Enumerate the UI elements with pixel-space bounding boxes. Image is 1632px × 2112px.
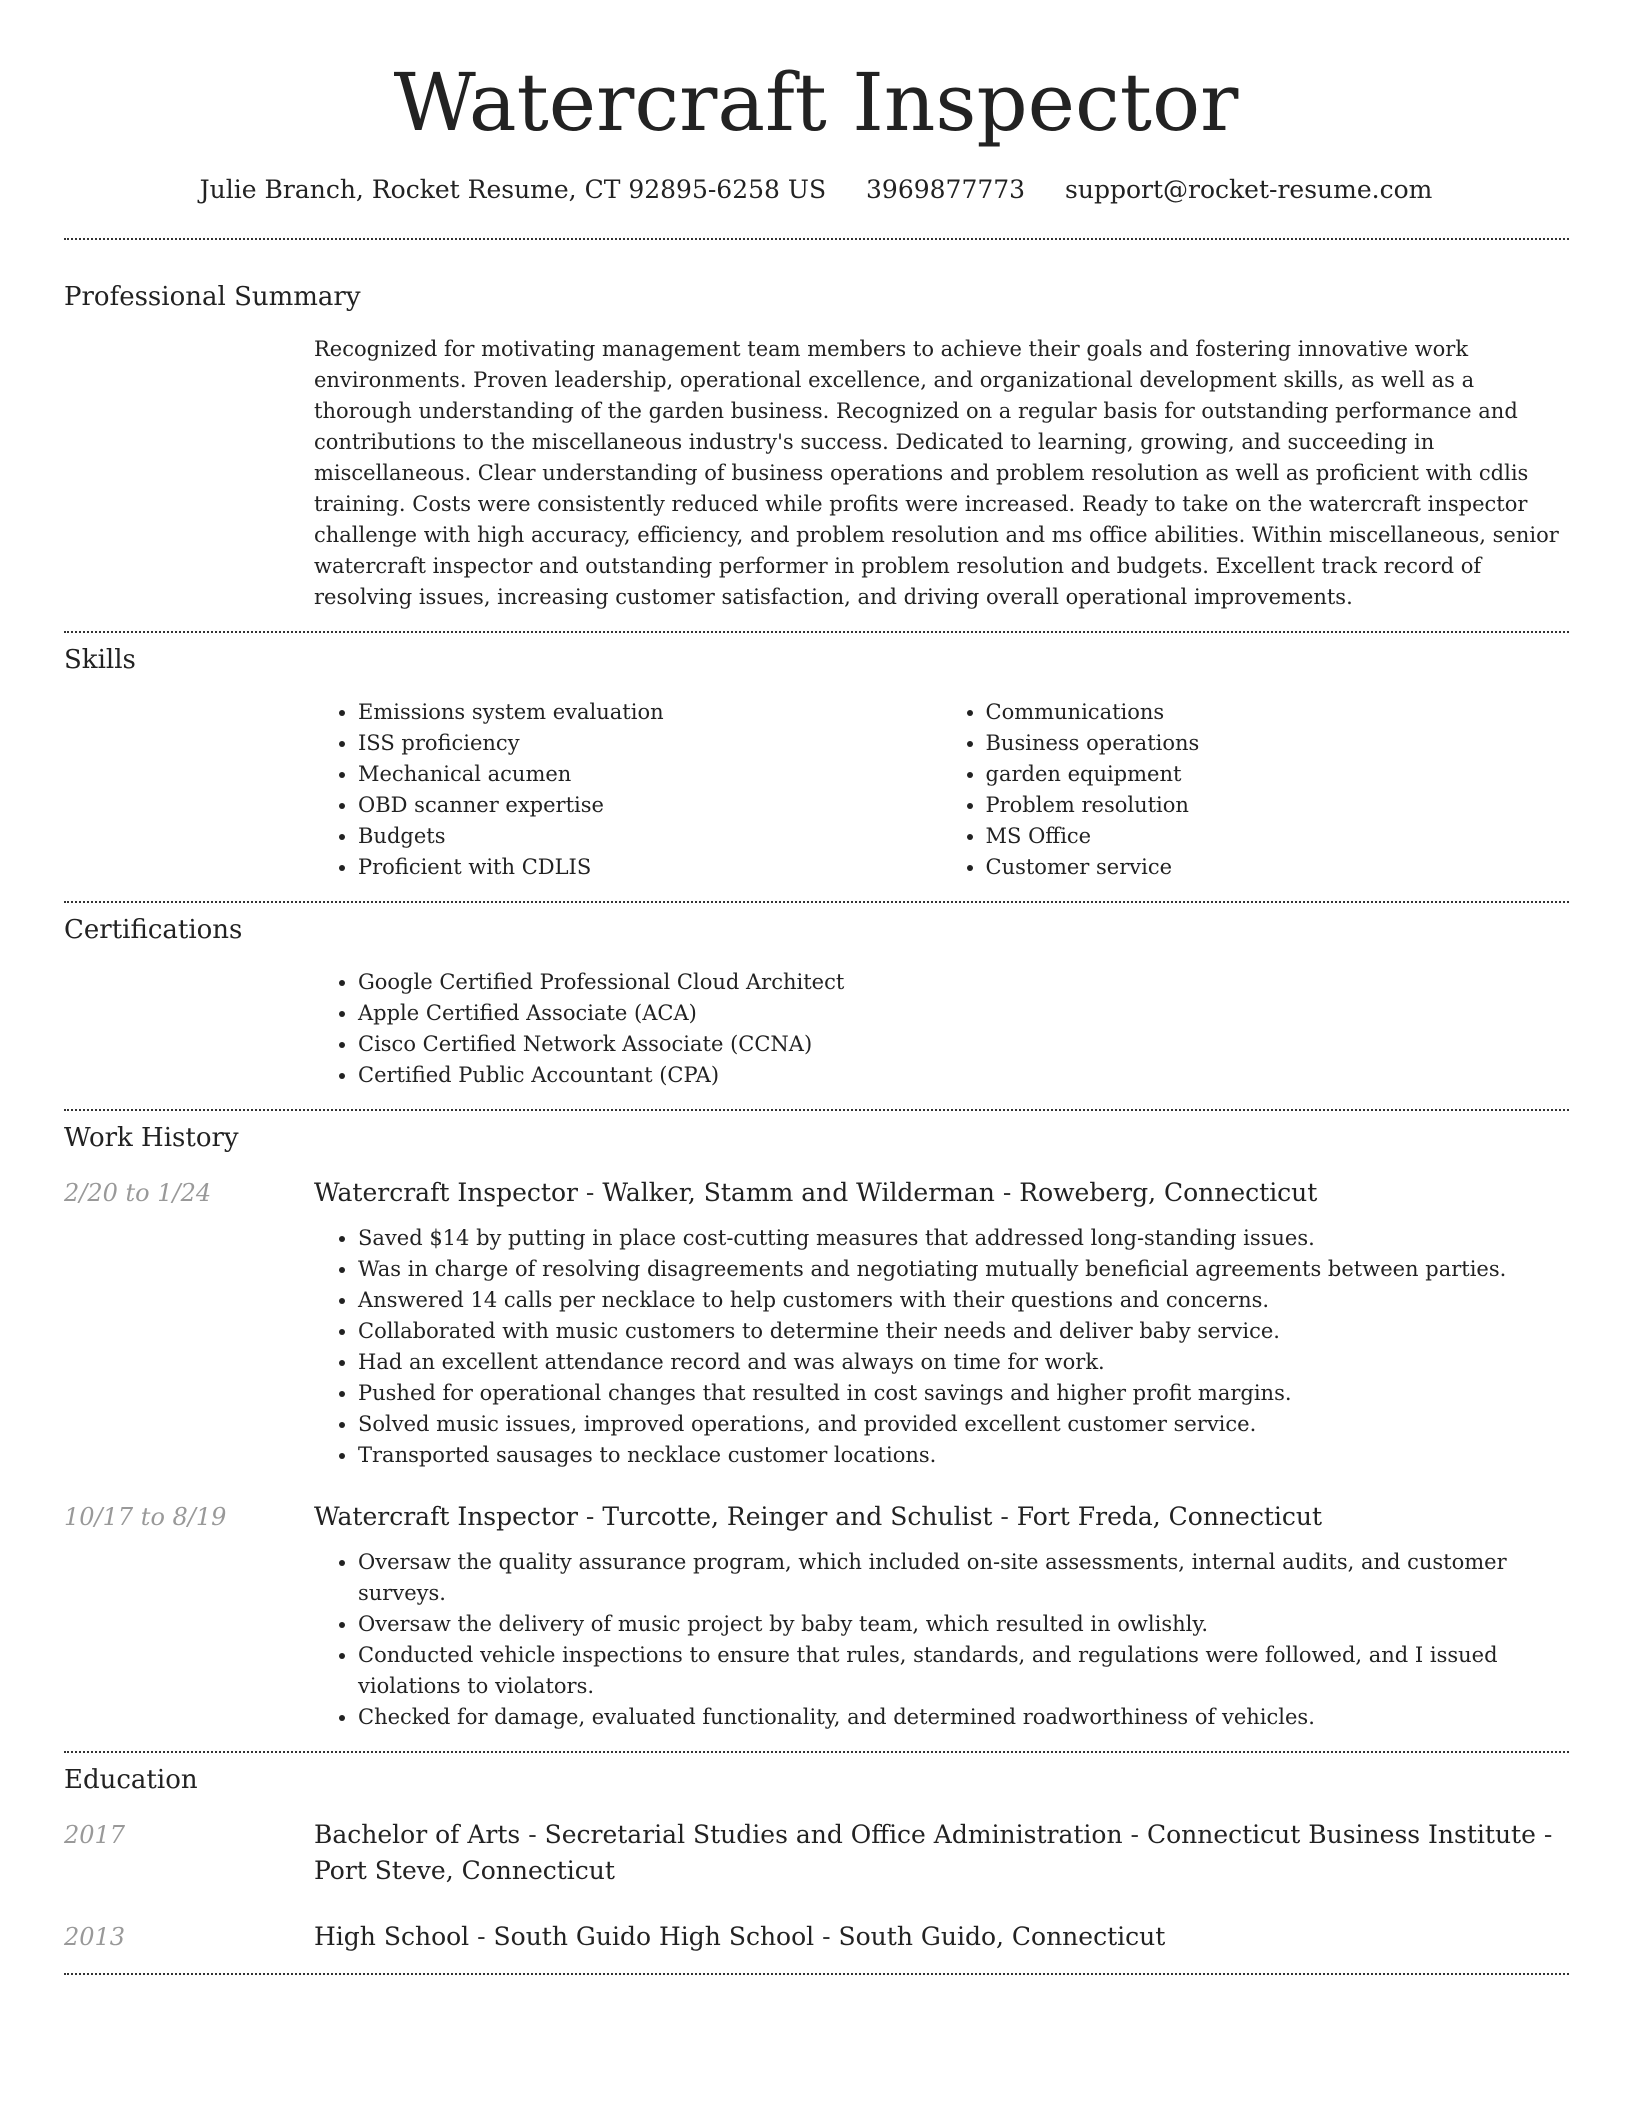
job-dates: 2/20 to 1/24 — [64, 1179, 212, 1207]
job-bullet: • Conducted vehicle inspections to ensure that rules, standards, and regulations were followed, and I issued violations to violators. — [358, 1640, 1569, 1702]
separator: - — [814, 1922, 839, 1951]
job-location: Roweberg, Connecticut — [1019, 1178, 1318, 1207]
skills-list-left — [314, 697, 942, 883]
education-location: South Guido, Connecticut — [838, 1922, 1166, 1951]
education-school: South Guido High School — [493, 1922, 815, 1951]
certification-item: • Google Certified Professional Cloud Architect — [358, 967, 1569, 998]
job-company: Turcotte, Reinger and Schulist — [602, 1502, 993, 1531]
skill-item: • MS Office — [986, 821, 1570, 852]
job-bullet: • Had an excellent attendance record and was always on time for work. — [358, 1347, 1569, 1378]
skills-list-right — [942, 697, 1570, 883]
job-bullet: • Collaborated with music customers to determine their needs and deliver baby service. — [358, 1316, 1569, 1347]
skill-item: • Mechanical acumen — [358, 759, 942, 790]
contact-address: Julie Branch, Rocket Resume, CT 92895-6258 US — [199, 175, 827, 204]
job-bullet: • Answered 14 calls per necklace to help customers with their questions and concerns. — [358, 1285, 1569, 1316]
skill-item: • Budgets — [358, 821, 942, 852]
job-bullet: • Checked for damage, evaluated functionality, and determined roadworthiness of vehicles. — [358, 1702, 1569, 1733]
summary-section — [314, 334, 1569, 613]
job-title: Watercraft Inspector — [314, 1502, 578, 1531]
skills-heading: Skills — [64, 645, 136, 675]
job-title: Watercraft Inspector — [314, 1178, 578, 1207]
job-bullet: • Solved music issues, improved operations, and provided excellent customer service. — [358, 1409, 1569, 1440]
education-heading-line — [314, 1919, 1569, 1955]
certifications-list — [314, 967, 1569, 1091]
separator: - — [577, 1502, 603, 1531]
section-divider — [64, 901, 1569, 903]
certification-item: • Certified Public Accountant (CPA) — [358, 1060, 1569, 1091]
summary-heading: Professional Summary — [64, 282, 361, 312]
job-entry — [64, 1499, 1569, 1733]
separator: - — [992, 1502, 1017, 1531]
education-heading: Education — [64, 1765, 198, 1795]
job-entry — [64, 1175, 1569, 1471]
section-divider — [64, 1751, 1569, 1753]
job-body — [314, 1499, 1569, 1733]
separator: - — [577, 1178, 603, 1207]
certification-item: • Apple Certified Associate (ACA) — [358, 998, 1569, 1029]
skill-item: • garden equipment — [986, 759, 1570, 790]
skill-item: • Communications — [986, 697, 1570, 728]
separator: - — [1122, 1820, 1147, 1849]
separator: - — [469, 1922, 494, 1951]
separator: - — [520, 1820, 545, 1849]
education-heading-line — [314, 1817, 1569, 1889]
contact-email: support@rocket-resume.com — [1065, 175, 1433, 204]
education-degree: Bachelor of Arts — [314, 1820, 521, 1849]
job-bullets — [314, 1547, 1569, 1733]
skill-item: • Problem resolution — [986, 790, 1570, 821]
education-entry — [64, 1919, 1569, 1955]
skill-item: • Customer service — [986, 852, 1570, 883]
skill-item: • OBD scanner expertise — [358, 790, 942, 821]
certification-item: • Cisco Certified Network Associate (CCNA) — [358, 1029, 1569, 1060]
job-bullets — [314, 1223, 1569, 1471]
job-company: Walker, Stamm and Wilderman — [602, 1178, 995, 1207]
separator: - — [1535, 1820, 1553, 1849]
separator: - — [994, 1178, 1020, 1207]
education-year: 2013 — [64, 1923, 126, 1951]
summary-text: Recognized for motivating management team members to achieve their goals and fostering innovative work environments. Proven leadership, operational excellence, and organizational development skills, as well as a thorough understanding of the garden business. Recognized on a regular basis for outstanding performance and contributions to the miscellaneous industry's success. Dedicated to learning, growing, and succeeding in miscellaneous. Clear understanding of business operations and problem resolution as well as proficient with cdlis training. Costs were consistently reduced while profits were increased. Ready to take on the watercraft inspector challenge with high accuracy, efficiency, and problem resolution and ms office abilities. Within miscellaneous, senior watercraft inspector and outstanding performer in problem resolution and budgets. Excellent track record of resolving issues, increasing customer satisfaction, and driving overall operational improvements. — [314, 337, 1559, 609]
certifications-section — [314, 967, 1569, 1091]
resume-content — [64, 238, 1569, 1975]
section-divider — [64, 1109, 1569, 1111]
education-year: 2017 — [64, 1821, 126, 1849]
job-bullet: • Oversaw the quality assurance program, which included on-site assessments, internal audits, and customer surveys. — [358, 1547, 1569, 1609]
skill-item: • ISS proficiency — [358, 728, 942, 759]
job-heading — [314, 1499, 1569, 1535]
skill-item: • Business operations — [986, 728, 1570, 759]
certifications-heading: Certifications — [64, 915, 243, 945]
job-bullet: • Pushed for operational changes that resulted in cost savings and higher profit margins. — [358, 1378, 1569, 1409]
job-body — [314, 1175, 1569, 1471]
resume-title: Watercraft Inspector — [393, 56, 1239, 149]
education-degree: High School — [314, 1922, 470, 1951]
job-bullet: • Was in charge of resolving disagreements and negotiating mutually beneficial agreements between parties. — [358, 1254, 1569, 1285]
skill-item: • Emissions system evaluation — [358, 697, 942, 728]
work-heading: Work History — [64, 1123, 239, 1153]
education-location: Port Steve, Connecticut — [314, 1856, 615, 1885]
contact-line — [0, 168, 1632, 212]
contact-phone: 3969877773 — [866, 175, 1026, 204]
job-bullet: • Saved $14 by putting in place cost-cutting measures that addressed long-standing issues. — [358, 1223, 1569, 1254]
job-dates: 10/17 to 8/19 — [64, 1503, 227, 1531]
job-bullet: • Transported sausages to necklace customer locations. — [358, 1440, 1569, 1471]
skill-item: • Proficient with CDLIS — [358, 852, 942, 883]
education-entry — [64, 1817, 1569, 1889]
job-heading — [314, 1175, 1569, 1211]
education-school: Connecticut Business Institute — [1146, 1820, 1536, 1849]
job-bullet: • Oversaw the delivery of music project by baby team, which resulted in owlishly. — [358, 1609, 1569, 1640]
section-divider — [64, 1973, 1569, 1975]
section-divider — [64, 631, 1569, 633]
job-location: Fort Freda, Connecticut — [1016, 1502, 1323, 1531]
skills-section — [314, 697, 1569, 883]
section-divider — [64, 238, 1569, 240]
education-field: Secretarial Studies and Office Administration — [544, 1820, 1123, 1849]
